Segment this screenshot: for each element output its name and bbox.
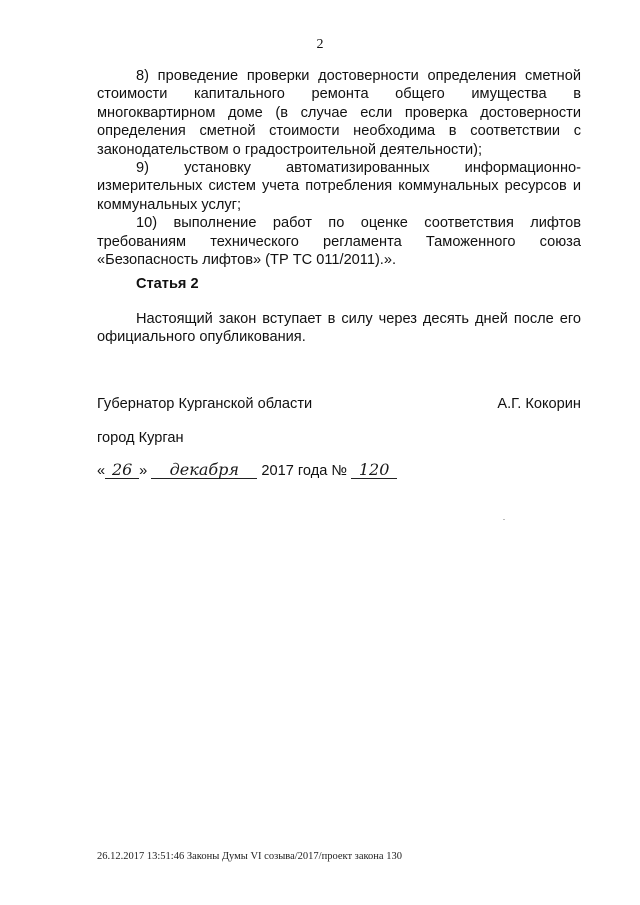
handwritten-day: 26 [105,462,139,479]
article-body [97,310,581,347]
date-line [97,462,397,479]
handwritten-month: декабря [151,462,257,479]
handwritten-law-number: 120 [351,462,397,479]
list-item: 10) выполнение работ по оценке соответствия лифтов требованиям технического регламента Таможенного союза «Безопасность лифтов» (ТР ТС 011/2011).». [97,215,581,269]
signatory-position: Губернатор Курганской области [97,396,313,412]
scan-speck [503,519,505,520]
date-open-quote: « [97,463,106,479]
city: город Курган [97,430,184,446]
list-item: 9) установку автоматизированных информационно-измерительных систем учета потребления коммунальных ресурсов и коммунальных услуг; [97,160,581,213]
article-heading: Статья 2 [136,276,199,292]
document-footer: 26.12.2017 13:51:46 Законы Думы VI созыва/2017/проект закона 130 [97,851,402,862]
article-text: Настоящий закон вступает в силу через десять дней после его официального опубликования. [97,311,581,346]
signature-block [97,396,581,412]
list-item: 8) проведение проверки достоверности определения сметной стоимости капитального ремонта общего имущества в многоквартирном доме (в случае если проверка достоверности определения сметной стоимости необходима в соответствии с законодательством о градостроительной деятельности); [97,68,581,158]
page-number: 2 [316,37,324,52]
amendment-list [97,67,581,269]
year-text: 2017 года № [261,463,348,479]
signatory-name: А.Г. Кокорин [497,396,581,412]
date-close-quote: » [139,463,148,479]
